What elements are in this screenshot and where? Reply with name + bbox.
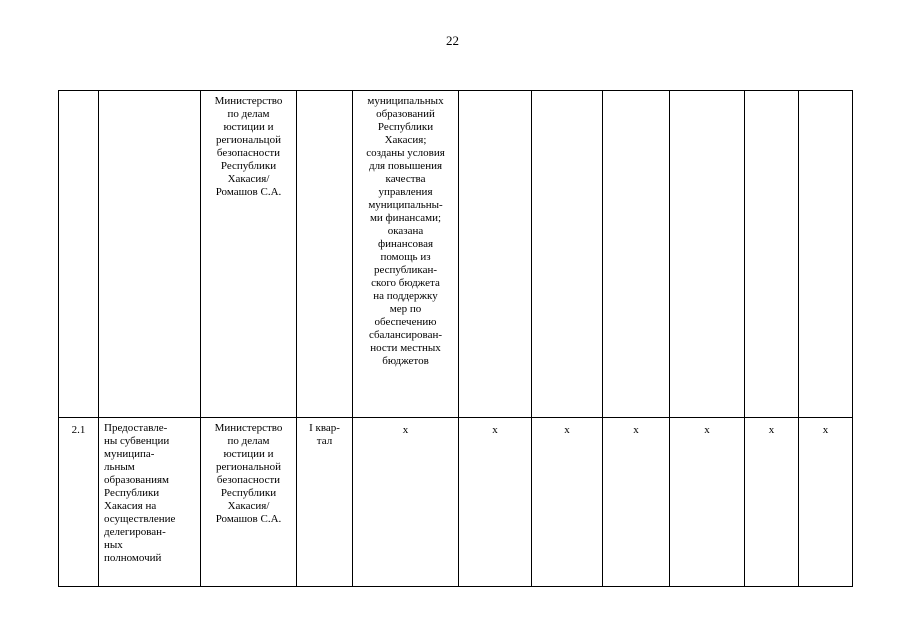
measure-cell: Предоставле- ны субвенции муниципа- льным образованиям Республики Хакасия на осуществление делегирован- ных полномочий (99, 418, 201, 587)
result-cell: x (353, 418, 459, 587)
result-cell: муниципальных образований Республики Хакасия; созданы условия для повышения качества управления муниципальны- ми финансами; оказана финансовая помощь из республикан- ского бюджета на поддержку мер по обеспечению сбалансирован- ности местных бюджетов (353, 91, 459, 418)
value-cell (799, 91, 853, 418)
value-cell: x (799, 418, 853, 587)
page-number: 22 (446, 33, 459, 48)
value-cell (603, 91, 670, 418)
table-row (59, 91, 853, 418)
value-cell: x (532, 418, 603, 587)
plan-table (58, 90, 853, 587)
value-cell: x (603, 418, 670, 587)
term-cell: I квар- тал (297, 418, 353, 587)
table-row (59, 418, 853, 587)
measure-cell (99, 91, 201, 418)
value-cell: x (745, 418, 799, 587)
value-cell (459, 91, 532, 418)
row-number: 2.1 (59, 418, 99, 587)
value-cell: x (459, 418, 532, 587)
responsible-cell: Министерство по делам юстиции и региональцой безопасности Республики Хакасия/ Ромашов С.А. (201, 91, 297, 418)
term-cell (297, 91, 353, 418)
row-number (59, 91, 99, 418)
value-cell (670, 91, 745, 418)
value-cell (532, 91, 603, 418)
responsible-cell: Министерство по делам юстиции и региональной безопасности Республики Хакасия/ Ромашов С.А. (201, 418, 297, 587)
value-cell: x (670, 418, 745, 587)
value-cell (745, 91, 799, 418)
